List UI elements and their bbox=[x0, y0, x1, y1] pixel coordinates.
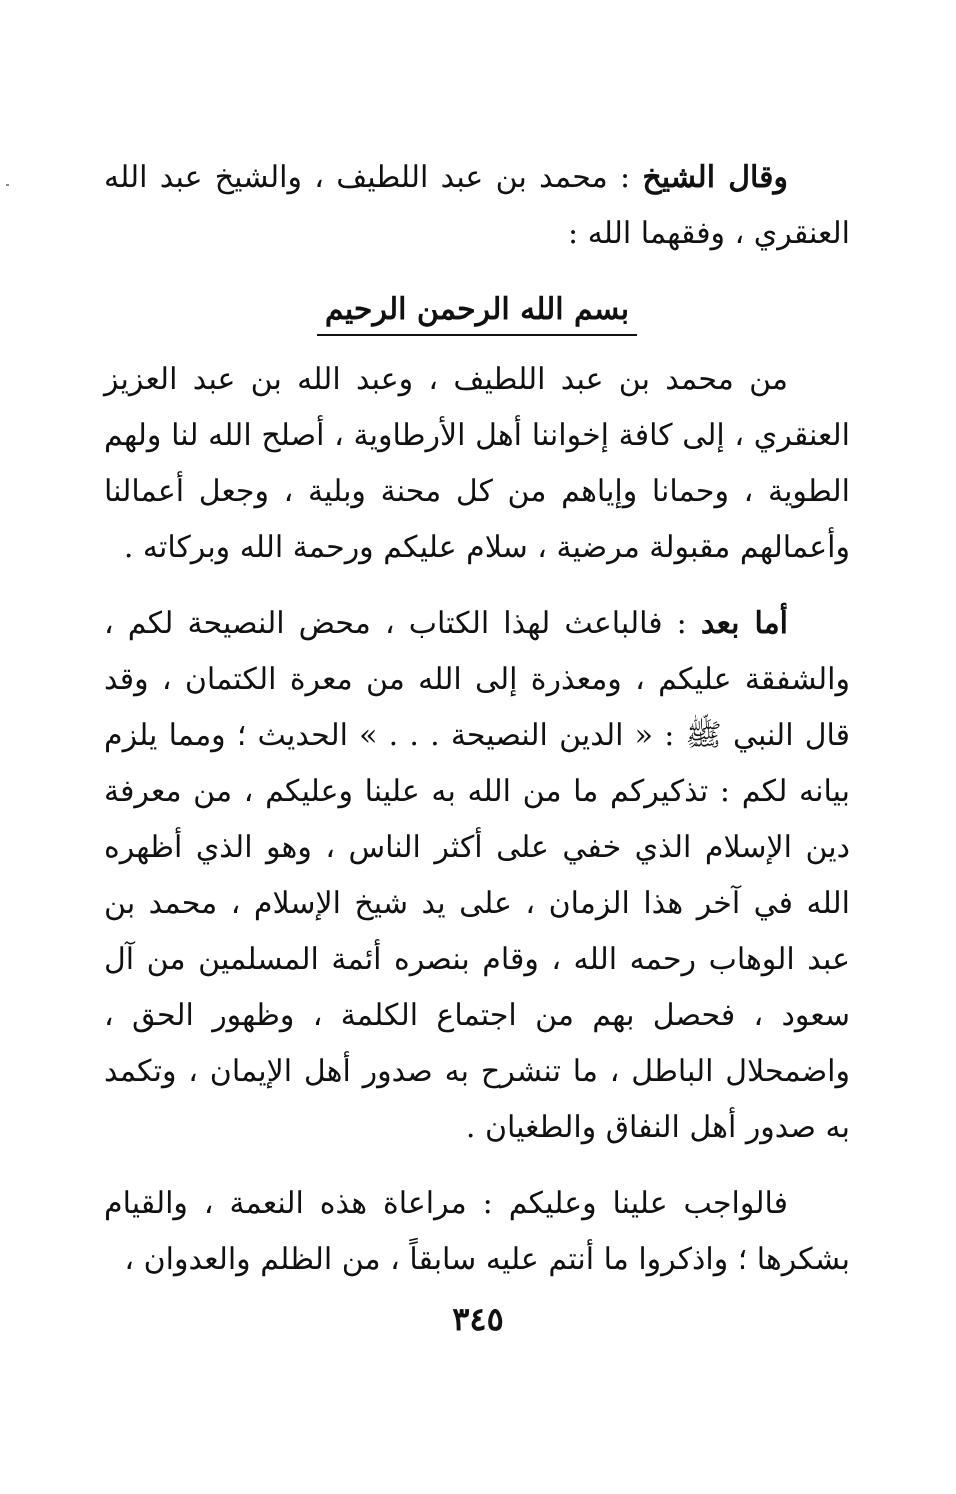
closing-paragraph bbox=[104, 1176, 850, 1288]
paragraph-gap bbox=[104, 576, 850, 596]
intro-paragraph bbox=[104, 150, 850, 262]
scan-speck bbox=[6, 184, 9, 186]
page-number: ٣٤٥ bbox=[452, 1300, 504, 1338]
salutation-text: من محمد بن عبد اللطيف ، وعبد الله بن عبد العزيز العنقري ، إلى كافة إخواننا أهل الأرطاوية ، أصلح الله لنا ولهم الطوية ، وحمانا وإياهم من كل محنة وبلية ، وجعل أعمالنا وأعمالهم مقبولة مرضية ، سلام عليكم ورحمة الله وبركاته . bbox=[104, 362, 850, 565]
basmala-text: بسم الله الرحمن الرحيم bbox=[317, 286, 637, 336]
basmala-heading bbox=[104, 280, 850, 340]
paragraph-gap bbox=[104, 1156, 850, 1176]
page-body bbox=[104, 150, 850, 1288]
main-paragraph bbox=[104, 596, 850, 1156]
salutation-paragraph bbox=[104, 352, 850, 576]
main-text: : فالباعث لهذا الكتاب ، محض النصيحة لكم ، والشفقة عليكم ، ومعذرة إلى الله من معرة الكتمان ، وقد قال النبي ﷺ : « الدين النصيحة . . . » الحديث ؛ ومما يلزم بيانه لكم : تذكيركم ما من الله به علينا وعليكم ، من معرفة دين الإسلام الذي خفي على أكثر الناس ، وهو الذي أظهره الله في آخر هذا الزمان ، على يد شيخ الإسلام ، محمد بن عبد الوهاب رحمه الله ، وقام بنصره أئمة المسلمين من آل سعود ، فحصل بهم من اجتماع الكلمة ، وظهور الحق ، واضمحلال الباطل ، ما تنشرح به صدور أهل الإيمان ، وتكمد به صدور أهل النفاق والطغيان . bbox=[104, 606, 850, 1145]
closing-text: فالواجب علينا وعليكم : مراعاة هذه النعمة ، والقيام بشكرها ؛ واذكروا ما أنتم عليه سابقاً ، من الظلم والعدوان ، bbox=[104, 1186, 850, 1277]
main-lead: أما بعد bbox=[700, 606, 789, 641]
intro-text: : محمد بن عبد اللطيف ، والشيخ عبد الله العنقري ، وفقهما الله : bbox=[104, 160, 850, 251]
intro-lead: وقال الشيخ bbox=[642, 160, 789, 195]
